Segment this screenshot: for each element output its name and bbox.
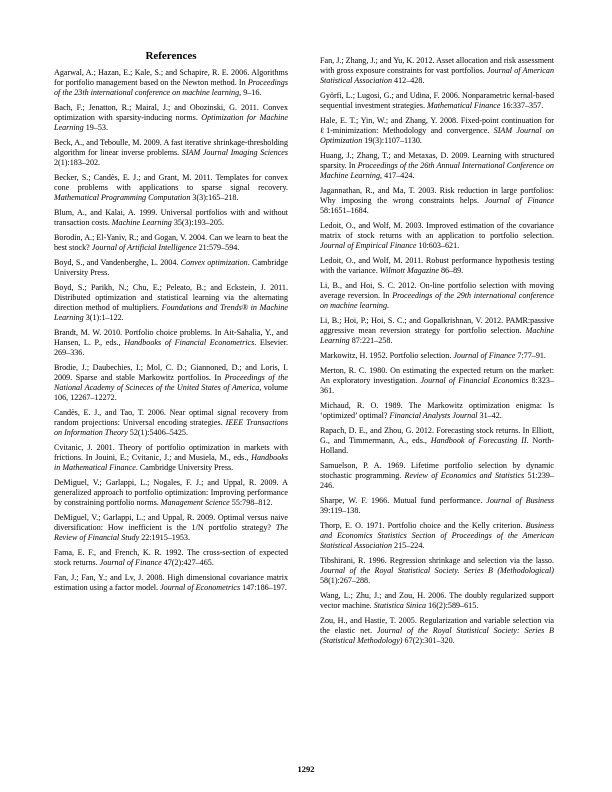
reference-venue: Journal of Empirical Finance	[320, 241, 417, 250]
reference-venue: SIAM Journal Imaging Sciences	[181, 148, 289, 157]
reference-entry	[320, 556, 554, 586]
reference-entry	[54, 68, 288, 98]
reference-text: Huang, J.; Zhang, T.; and Metaxas, D. 2009. Learning with structured sparsity. In	[320, 151, 554, 170]
reference-venue: The Review of Financial Study	[54, 523, 288, 542]
reference-entry	[54, 478, 288, 508]
reference-venue: Handbook of Forecasting II	[430, 436, 527, 445]
reference-text: Zou, H., and Hastie, T. 2005. Regularization and variable selection via the elastic net.	[320, 616, 554, 635]
reference-text: Markowitz, H. 1952. Portfolio selection.	[320, 351, 454, 360]
reference-entry	[320, 91, 554, 111]
reference-text: 19–53.	[83, 123, 108, 132]
reference-entry	[54, 103, 288, 133]
reference-entry	[54, 408, 288, 438]
reference-entry	[320, 256, 554, 276]
reference-venue: Mathematical Finance	[427, 101, 501, 110]
reference-venue: Journal of the Royal Statistical Society. Series B (Methodological)	[320, 566, 554, 575]
reference-text: Beck, A., and Teboulle, M. 2009. A fast iterative shrinkage-thresholding algorithm for linear inverse problems.	[54, 138, 288, 157]
reference-venue: SIAM Journal on Optimization	[320, 126, 554, 145]
reference-text: Jagannathan, R., and Ma, T. 2003. Risk reduction in large portfolios: Why imposing the wrong constraints helps.	[320, 186, 554, 205]
reference-venue: Journal of Econometrics	[160, 583, 241, 592]
reference-venue: Journal of Finance	[99, 558, 162, 567]
reference-text: Li, B., and Hoi, S. C. 2012. On-line portfolio selection with moving average reversion. In	[320, 281, 554, 300]
reference-text: 147:186–197.	[240, 583, 287, 592]
reference-text: 3(3):165–218.	[190, 193, 239, 202]
reference-text: 51:239–246.	[320, 471, 554, 490]
reference-text: 412–428.	[392, 76, 425, 85]
reference-text: Candès, E. J., and Tao, T. 2006. Near optimal signal recovery from random projections: Universal encoding strategies.	[54, 408, 288, 427]
reference-text: 58(1):267–288.	[320, 576, 371, 585]
reference-text: , 9–16.	[239, 88, 262, 97]
reference-text: .	[387, 301, 390, 310]
reference-venue: Journal of American Statistical Association	[320, 66, 554, 85]
reference-text: Thorp, E. O. 1971. Portfolio choice and the Kelly criterion.	[320, 521, 526, 530]
reference-entry	[54, 513, 288, 543]
reference-text: . Cambridge University Press.	[54, 258, 289, 277]
reference-text: 35(3):193–205.	[171, 218, 224, 227]
reference-text: Boyd, S., and Vandenberghe, L. 2004.	[54, 258, 181, 267]
reference-list-right	[320, 56, 554, 646]
reference-venue: Handbooks in Mathematical Finance	[54, 453, 288, 472]
reference-text: . Elsevier. 269–336.	[54, 338, 288, 357]
reference-text: . Cambridge University Press.	[135, 463, 234, 472]
reference-entry	[320, 461, 554, 491]
reference-text: 58:1651–1684.	[320, 206, 369, 215]
reference-entry	[320, 116, 554, 146]
reference-venue: Journal of Finance	[484, 196, 554, 205]
reference-text: Tibshirani, R. 1996. Regression shrinkage and selection via the lasso.	[320, 556, 554, 565]
reference-venue: Optimization for Machine Learning	[54, 113, 288, 132]
reference-text: Ledoit, O., and Wolf, M. 2011. Robust performance hypothesis testing with the variance.	[320, 256, 554, 275]
reference-entry	[320, 426, 554, 456]
reference-text: Brandt, M. W. 2010. Portfolio choice problems. In Ait-Sahalia, Y., and Hansen, L. P., eds.,	[54, 328, 288, 347]
reference-text: Blum, A., and Kalai, A. 1999. Universal portfolios with and without transaction costs.	[54, 208, 288, 227]
reference-venue: Journal of Artificial Intelligence	[91, 243, 197, 252]
reference-entry	[320, 591, 554, 611]
reference-venue: Proceedings of the National Academy of Scineces of the United States of America	[54, 373, 288, 392]
reference-venue: Statistica Sinica	[373, 601, 427, 610]
reference-text: 31–42.	[477, 411, 502, 420]
reference-text: DeMiguel, V.; Garlappi, L.; Nogales, F. J.; and Uppal, R. 2009. A generalized approach to portfolio optimization: Improving performance by constraining portfolio norms.	[54, 478, 288, 507]
reference-text: Fan, J.; Zhang, J.; and Yu, K. 2012. Asset allocation and risk assessment with gross exposure constraints for vast portfolios.	[320, 56, 554, 75]
left-column	[54, 50, 288, 598]
reference-list-left	[54, 68, 288, 593]
reference-entry	[54, 573, 288, 593]
reference-entry	[320, 186, 554, 216]
reference-text: Becker, S.; Candès, E. J.; and Grant, M. 2011. Templates for convex cone problems with applications to sparse signal recovery.	[54, 173, 288, 192]
reference-text: 21:579–594.	[196, 243, 240, 252]
reference-entry	[54, 233, 288, 253]
reference-entry	[320, 496, 554, 516]
reference-text: Wang, L.; Zhu, J.; and Zou, H. 2006. The doubly regularized support vector machine.	[320, 591, 554, 610]
reference-text: Hale, E. T.; Yin, W.; and Zhang, Y. 2008. Fixed-point continuation for ℓ1-minimization: Methodology and convergence.	[320, 116, 554, 135]
reference-text: 2(1):183–202.	[54, 158, 101, 167]
reference-text: 16(2):589–615.	[426, 601, 479, 610]
reference-venue: Handbooks of Financial Econometrics	[124, 338, 255, 347]
reference-entry	[54, 173, 288, 203]
reference-venue: Management Science	[160, 498, 230, 507]
reference-text: Fan, J.; Fan, Y.; and Lv, J. 2008. High dimensional covariance matrix estimation using a factor model.	[54, 573, 288, 592]
reference-text: Boyd, S.; Parikh, N.; Chu, E.; Peleato, B.; and Eckstein, J. 2011. Distributed optimization and statistical learning via the alternating direction method of multipliers.	[54, 283, 288, 312]
reference-venue: Mathematical Programming Computation	[54, 193, 191, 202]
reference-text: Borodin, A.; El-Yaniv, R.; and Gogan, V. 2004. Can we learn to beat the best stock?	[54, 233, 288, 252]
reference-entry	[320, 351, 554, 361]
reference-text: 22:1915–1953.	[139, 533, 190, 542]
reference-text: 215–224.	[392, 541, 425, 550]
reference-text: 10:603–621.	[416, 241, 460, 250]
reference-text: 39:119–138.	[320, 506, 361, 515]
reference-text: 52(1):5406–5425.	[127, 428, 188, 437]
reference-entry	[320, 401, 554, 421]
reference-venue: Review of Economics and Statistics	[404, 471, 525, 480]
reference-text: Cvitanic, J. 2001. Theory of portfolio optimization in markets with frictions. In Jouini, E.; Cvitanic, J.; and Musiela, M., eds.,	[54, 443, 288, 462]
reference-venue: Foundations and Trends® in Machine Learning	[54, 303, 288, 322]
reference-text: Sharpe, W. F. 1966. Mutual fund performance.	[320, 496, 487, 505]
reference-text: Fama, E. F., and French, K. R. 1992. The cross-section of expected stock returns.	[54, 548, 288, 567]
reference-text: 55:798–812.	[229, 498, 273, 507]
references-heading: References	[145, 50, 197, 62]
reference-text: , 417–424.	[380, 171, 415, 180]
reference-text: Brodie, J.; Daubechies, I.; Mol, C. D.; Giannoned, D.; and Loris, I. 2009. Sparse and stable Markowitz portfolios. In	[54, 363, 288, 382]
reference-entry	[54, 138, 288, 168]
reference-entry	[320, 316, 554, 346]
reference-text: Li, B.; Hoi, P.; Hoi, S. C.; and Gopalkrishnan, V. 2012. PAMR:passive aggressive mean reversion strategy for portfolio selection.	[320, 316, 554, 335]
reference-entry	[320, 281, 554, 311]
reference-entry	[54, 548, 288, 568]
reference-text: 86–89.	[438, 266, 464, 275]
reference-venue: Proceedings of the 23th international conference on machine learning	[54, 78, 288, 97]
reference-text: 19(3):1107–1130.	[362, 136, 422, 145]
reference-venue: Journal of the Royal Statistical Society: Series B (Statistical Methodology)	[320, 626, 554, 645]
reference-venue: Convex optimization	[180, 258, 248, 267]
reference-text: , volume 106, 12267–12272.	[54, 383, 289, 402]
reference-text: 67(2):301–320.	[402, 636, 455, 645]
reference-text: Michaud, R. O. 1989. The Markowitz optimization enigma: Is ‘optimized’ optimal?	[320, 401, 554, 420]
reference-text: 87:221–258.	[349, 336, 393, 345]
reference-entry	[54, 443, 288, 473]
reference-entry	[54, 208, 288, 228]
reference-entry	[320, 221, 554, 251]
reference-text: Rapach, D. E., and Zhou, G. 2012. Forecasting stock returns. In Elliott, G., and Timmermann, A., eds.,	[320, 426, 554, 445]
reference-venue: Business and Economics Statistics Section of Proceedings of the American Statistical Association	[320, 521, 554, 550]
page-number: 1292	[297, 764, 315, 774]
reference-entry	[54, 328, 288, 358]
reference-text: 47(2):427–465.	[161, 558, 214, 567]
reference-venue: Wilmott Magazine	[379, 266, 439, 275]
reference-venue: Journal of Financial Economics	[420, 376, 529, 385]
reference-entry	[54, 363, 288, 403]
reference-entry	[54, 258, 288, 278]
reference-entry	[54, 283, 288, 323]
reference-venue: Machine Learning	[320, 326, 554, 345]
reference-text: 8:323–361.	[320, 376, 554, 395]
reference-text: DeMiguel, V.; Garlappi, L.; and Uppal, R. 2009. Optimal versus naive diversification: How inefficient is the 1/N portfolio strategy?	[54, 513, 288, 532]
reference-text: Bach, F.; Jenatton, R.; Mairal, J.; and Obozinski, G. 2011. Convex optimization with sparsity-inducing norms.	[54, 103, 288, 122]
reference-venue: Journal of Finance	[453, 351, 516, 360]
reference-entry	[320, 616, 554, 646]
reference-entry	[320, 366, 554, 396]
reference-text: . North-Holland.	[320, 436, 554, 455]
reference-text: 7:77–91.	[515, 351, 546, 360]
reference-entry	[320, 521, 554, 551]
reference-text: 16:337–357.	[500, 101, 544, 110]
reference-venue: Proceedings of the 26th Annual International Conference on Machine Learning	[320, 161, 554, 180]
reference-venue: Journal of Business	[486, 496, 555, 505]
reference-venue: Financial Analysts Journal	[389, 411, 478, 420]
reference-venue: IEEE Transactions on Information Theory	[54, 418, 288, 437]
reference-venue: Machine Learning	[111, 218, 172, 227]
reference-text: Agarwal, A.; Hazan, E.; Kale, S.; and Schapire, R. E. 2006. Algorithms for portfolio management based on the Newton method. In	[54, 68, 288, 87]
reference-text: Ledoit, O., and Wolf, M. 2003. Improved estimation of the covariance matrix of stock returns with an application to portfolio selection.	[320, 221, 554, 240]
reference-venue: Proceedings of the 29th international conference on machine learning	[320, 291, 554, 310]
reference-entry	[320, 56, 554, 86]
reference-text: 3(1):1–122.	[83, 313, 124, 322]
reference-text: Merton, R. C. 1980. On estimating the expected return on the market: An exploratory investigation.	[320, 366, 554, 385]
reference-text: Györfi, L.; Lugosi, G.; and Udina, F. 2006. Nonparametric kernal-based sequential investment strategies.	[320, 91, 554, 110]
reference-entry	[320, 151, 554, 181]
reference-text: Samuelson, P. A. 1969. Lifetime portfolio selection by dynamic stochastic programming.	[320, 461, 554, 480]
right-column	[320, 56, 554, 651]
